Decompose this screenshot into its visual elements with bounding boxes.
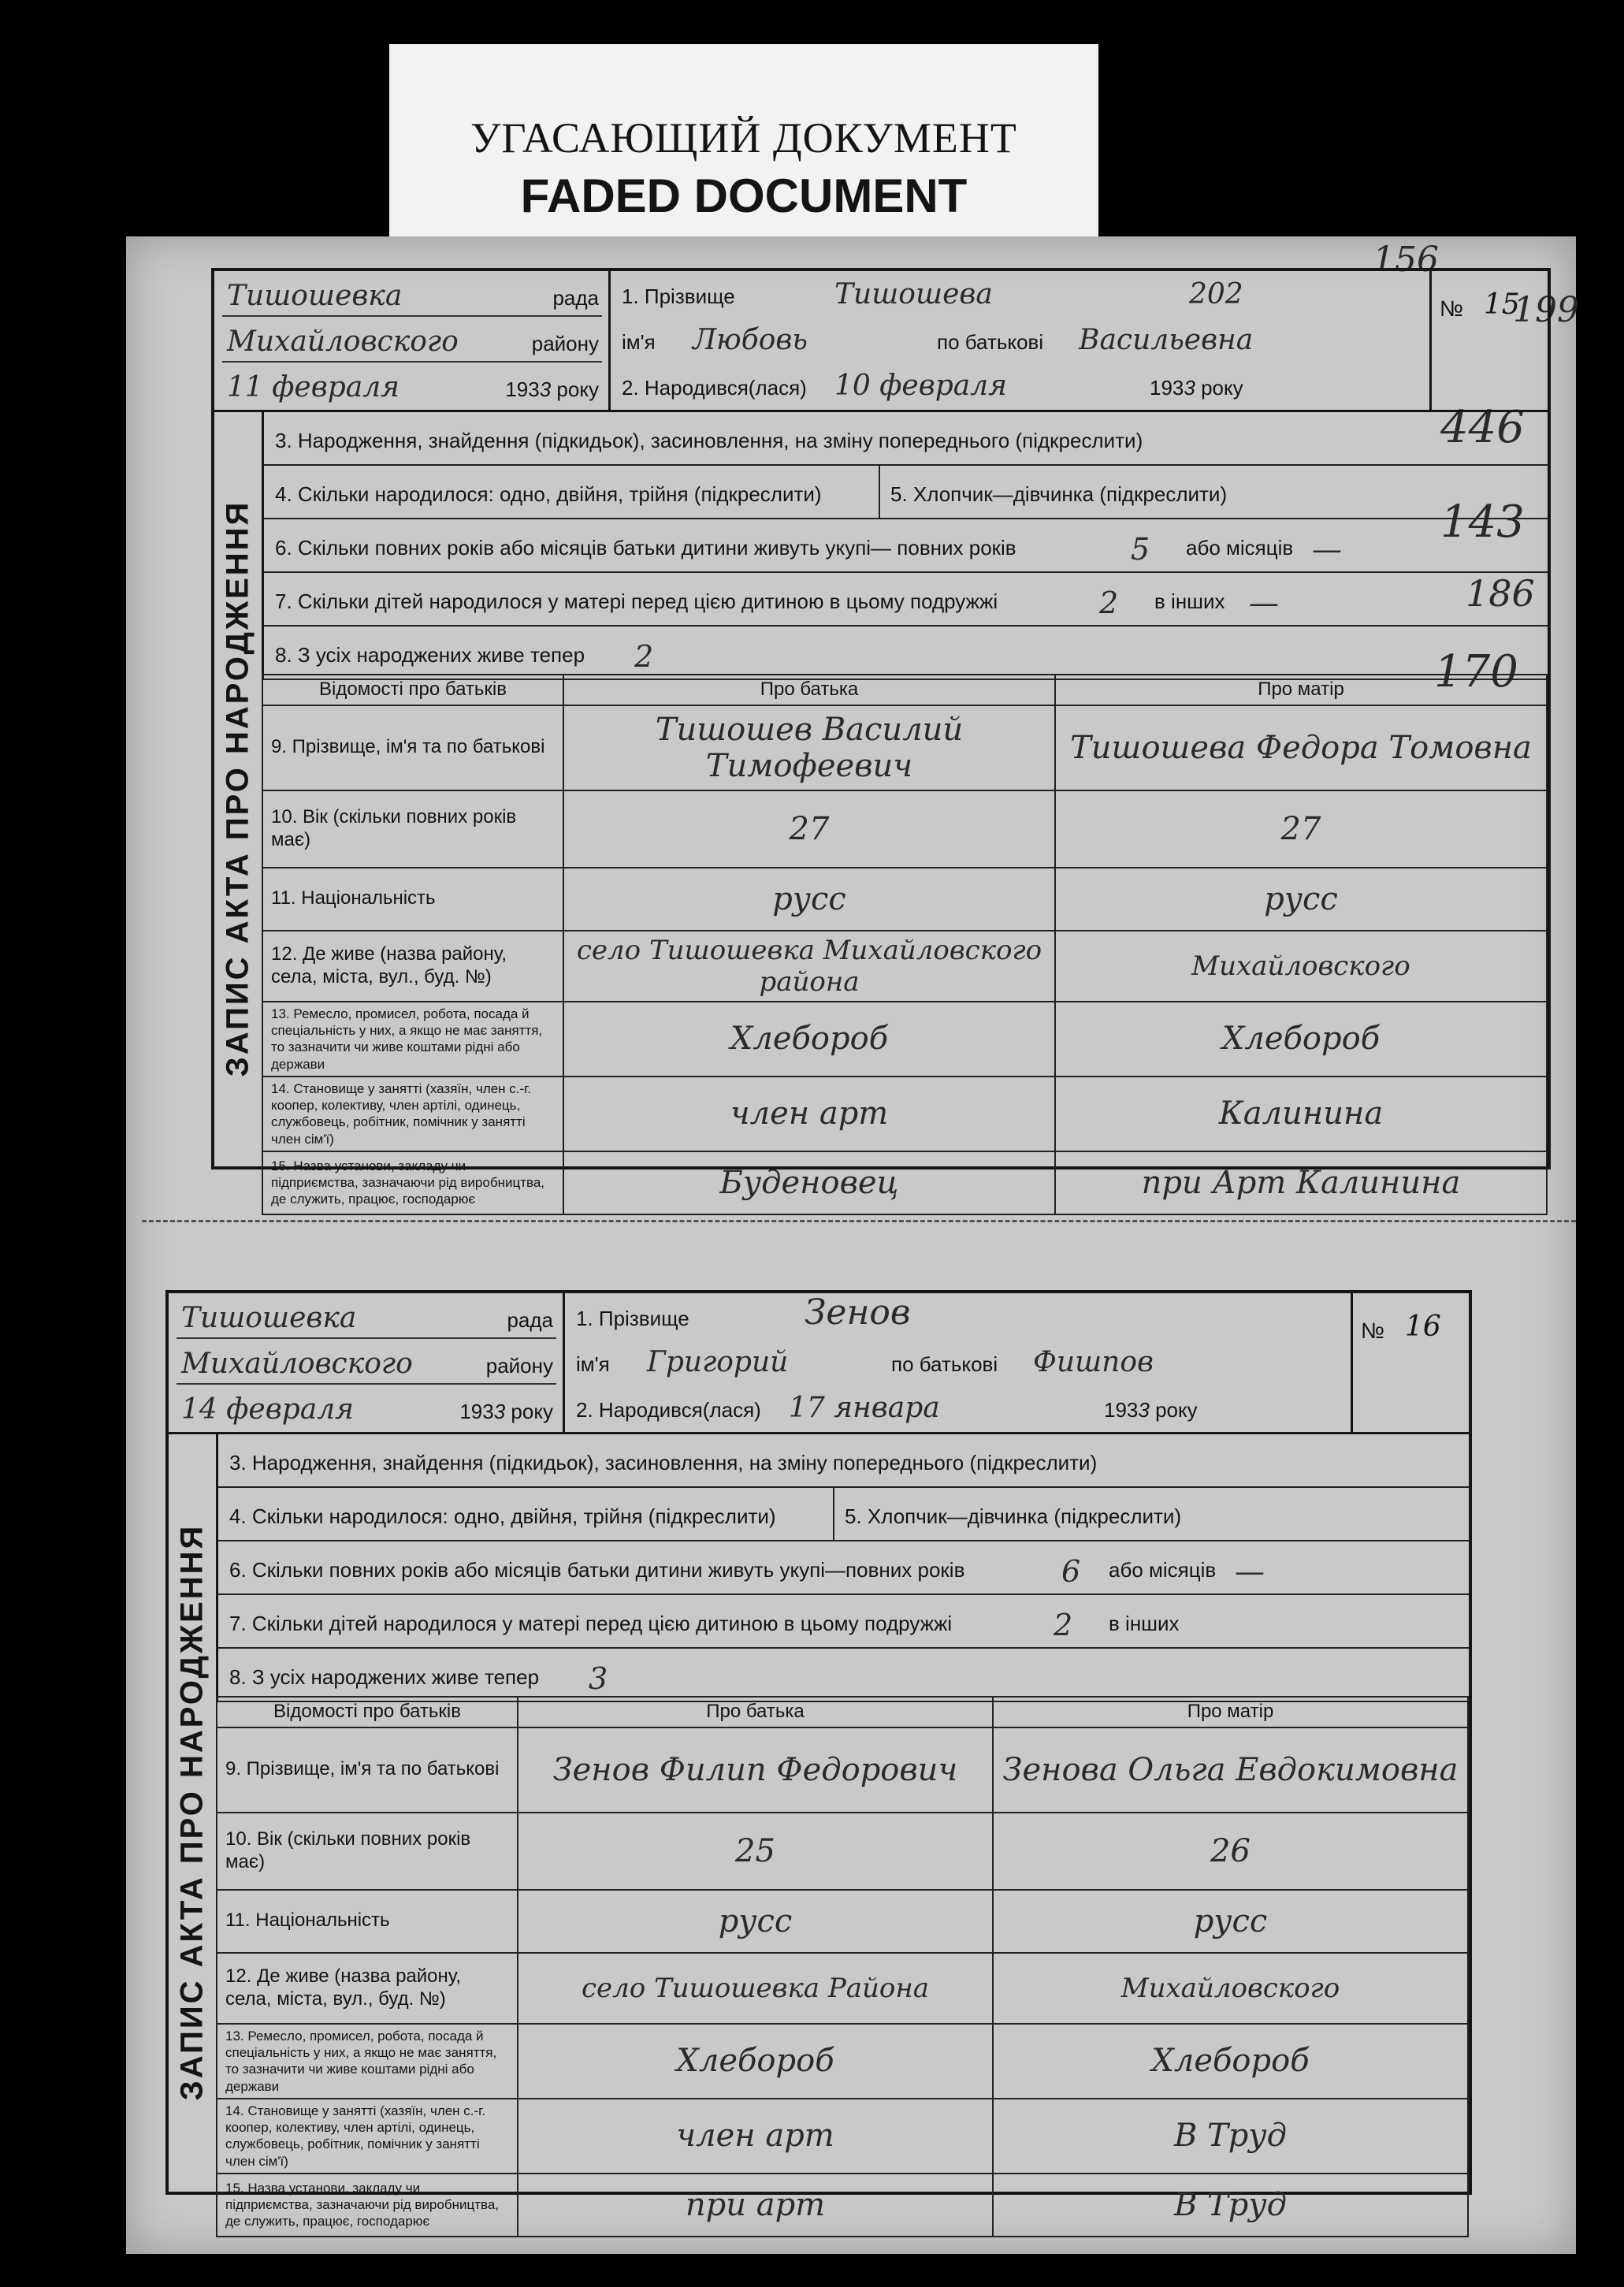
patronymic-handwritten: Фишпов: [1033, 1346, 1154, 1378]
mother-nationality: русс: [1055, 868, 1547, 931]
row-6-years-handwritten: 5: [1131, 532, 1150, 567]
q11-label: 11. Національність: [262, 868, 563, 931]
col-father: Про батька: [518, 1697, 993, 1727]
mother-nationality: русс: [993, 1890, 1468, 1953]
year-digit: 3: [539, 377, 552, 401]
record-header: [214, 271, 1548, 412]
row-8-handwritten: 3: [589, 1661, 608, 1696]
row-3: [218, 1434, 1469, 1488]
mother-status: В Труд: [993, 2099, 1468, 2174]
table-row: [217, 1890, 1468, 1953]
name-label: ім'я: [622, 330, 656, 354]
row-7-text: 7. Скільки дітей народилося у матері перед цією дитиною в цьому подружжі: [229, 1612, 953, 1635]
row-6: [218, 1541, 1469, 1595]
table-row: [262, 931, 1547, 1002]
side-number: 143: [1440, 496, 1525, 548]
born-date-handwritten: 10 февраля: [834, 370, 1007, 402]
side-number: 446: [1440, 402, 1525, 453]
col-father: Про батька: [563, 675, 1055, 705]
table-row: [262, 705, 1547, 790]
born-year-digit: 3: [1184, 376, 1195, 400]
rada-label: рада: [552, 286, 599, 310]
record-header: [169, 1293, 1469, 1434]
surname-line: [622, 271, 1421, 315]
father-status: член арт: [518, 2099, 993, 2174]
father-residence: село Тишошевка Района: [518, 1953, 993, 2024]
name-handwritten: Григорий: [647, 1346, 789, 1378]
table-row: [217, 2174, 1468, 2237]
q15-label: 15. Назва установи, закладу чи підприємства, зазначаючи рід виробництва, де служить, працює, господарює: [262, 1151, 563, 1214]
born-year: [1150, 376, 1243, 400]
row-8-text: 8. З усіх народжених живе тепер: [275, 643, 585, 667]
father-name: Зенов Филип Федорович: [518, 1727, 993, 1813]
q12-label: 12. Де живе (назва району, села, міста, вул., буд. №): [262, 931, 563, 1002]
table-row: [262, 1002, 1547, 1077]
mother-workplace: В Труд: [993, 2174, 1468, 2237]
row-5-text: 5. Хлопчик—дівчинка (підкреслити): [845, 1504, 1182, 1528]
faded-document-label: [389, 44, 1098, 241]
row-8: [264, 627, 1548, 680]
number-handwritten: 16: [1405, 1311, 1441, 1343]
mother-status: Калинина: [1055, 1077, 1547, 1151]
birth-record-1: [211, 268, 1551, 1207]
year-prefix: 193: [505, 377, 540, 401]
born-year-label: року: [1155, 1398, 1198, 1422]
reg-year: [505, 377, 599, 402]
father-nationality: русс: [518, 1890, 993, 1953]
table-row: [262, 1077, 1547, 1151]
row-7-other-label: в інших: [1109, 1612, 1180, 1635]
surname-line: [576, 1293, 1343, 1337]
mother-occupation: Хлебороб: [993, 2024, 1468, 2099]
row-6-months-handwritten: —: [1235, 1554, 1265, 1589]
question-rows: [262, 412, 1548, 680]
q14-label: 14. Становище у занятті (хазяїн, член с.-г. коопер, колективу, член артілі, одинець, службовець, робітник, помічник у занятті член сім'ї): [262, 1077, 563, 1151]
rada-handwritten: Тишошевка: [181, 1302, 357, 1334]
fold-crease: [142, 1220, 1576, 1225]
patronymic-handwritten: Васильевна: [1079, 324, 1254, 356]
reg-date-row: [177, 1385, 556, 1429]
father-name: Тишошев Василий Тимофеевич: [563, 705, 1055, 790]
parents-table: [262, 674, 1548, 1215]
birth-record-2: [165, 1290, 1472, 2229]
side-number: 199: [1513, 290, 1579, 330]
reg-date-row: [222, 363, 602, 407]
row-3: [264, 412, 1548, 466]
rada-label: рада: [507, 1308, 553, 1332]
side-number: 156: [1373, 240, 1439, 280]
row-8-text: 8. З усіх народжених живе тепер: [229, 1665, 540, 1689]
rada-row: [177, 1293, 556, 1339]
father-residence: село Тишошевка Михайловского района: [563, 931, 1055, 1002]
row-4-text: 4. Скільки народилося: одно, двійня, трійня (підкреслити): [275, 482, 822, 506]
q12-label: 12. Де живе (назва району, села, міста, вул., буд. №): [217, 1953, 518, 2024]
born-date-handwritten: 17 январа: [789, 1392, 940, 1424]
register-block: [214, 271, 611, 410]
row-divider: [879, 466, 880, 518]
row-7-other-label: в інших: [1154, 589, 1225, 613]
q11-label: 11. Національність: [217, 1890, 518, 1953]
raion-row: [222, 317, 602, 363]
raion-label: району: [485, 1354, 553, 1378]
row-7-handwritten: 2: [1054, 1608, 1073, 1642]
record-number: [1351, 1293, 1469, 1432]
child-identity: [565, 1293, 1351, 1432]
mother-workplace: при Арт Калинина: [1055, 1151, 1547, 1214]
row-7: [264, 573, 1548, 627]
row-7-handwritten: 2: [1099, 586, 1119, 620]
record-title: ЗАПИС АКТА ПРО НАРОДЖЕННЯ: [174, 1523, 210, 2100]
document-sheet: [126, 236, 1579, 2254]
name-label: ім'я: [576, 1352, 610, 1376]
q14-label: 14. Становище у занятті (хазяїн, член с.-г. коопер, колективу, член артілі, одинець, службовець, робітник, помічник у занятті член сім'ї): [217, 2099, 518, 2174]
name-line: [576, 1339, 1343, 1383]
table-row: [262, 790, 1547, 868]
row-6: [264, 519, 1548, 573]
q13-label: 13. Ремесло, промисел, робота, посада й спеціальність у них, а якщо не має заняття, то зазначити чи живе коштами рідні або держави: [262, 1002, 563, 1077]
father-occupation: Хлебороб: [518, 2024, 993, 2099]
table-row: [262, 1151, 1547, 1214]
vertical-title: [214, 410, 262, 1166]
register-block: [169, 1293, 565, 1432]
reg-date-handwritten: 14 февраля: [181, 1393, 354, 1426]
table-row: [217, 2099, 1468, 2174]
child-identity: [611, 271, 1429, 410]
reg-year: [459, 1400, 553, 1424]
patronymic-label: по батькові: [891, 1352, 998, 1376]
number-label: №: [1440, 296, 1464, 321]
surname-label: 1. Прізвище: [576, 1307, 689, 1330]
row-6-text: 6. Скільки повних років або місяців батьки дитини живуть укупі—повних років: [229, 1558, 965, 1582]
row-7-other-handwritten: —: [1249, 586, 1279, 620]
row-4-5: [264, 466, 1548, 519]
father-age: 27: [563, 790, 1055, 868]
row-4-5: [218, 1488, 1469, 1541]
born-line: [576, 1385, 1343, 1429]
record-number: [1429, 271, 1548, 410]
record-title: ЗАПИС АКТА ПРО НАРОДЖЕННЯ: [220, 500, 255, 1077]
table-row: [217, 1813, 1468, 1890]
row-divider: [833, 1488, 834, 1540]
surname-handwritten: Тишошева: [834, 278, 993, 311]
table-row: [217, 2024, 1468, 2099]
born-year-prefix: 193: [1104, 1398, 1139, 1422]
extra-number-handwritten: 202: [1189, 278, 1243, 311]
table-header: [217, 1697, 1468, 1727]
mother-residence: Михайловского: [1055, 931, 1547, 1002]
raion-label: району: [531, 332, 599, 355]
table-row: [217, 1953, 1468, 2024]
patronymic-label: по батькові: [937, 330, 1044, 354]
rada-row: [222, 271, 602, 317]
father-nationality: русс: [563, 868, 1055, 931]
row-6-years-handwritten: 6: [1061, 1554, 1081, 1589]
row-6-months-label: або місяців: [1186, 536, 1294, 560]
born-year-digit: 3: [1138, 1398, 1150, 1422]
number-handwritten: 15: [1484, 288, 1520, 321]
q9-label: 9. Прізвище, ім'я та по батькові: [262, 705, 563, 790]
row-3-text: 3. Народження, знайдення (підкидьок), засиновлення, на зміну попереднього (підкреслити): [229, 1451, 1098, 1474]
row-7: [218, 1595, 1469, 1649]
mother-age: 26: [993, 1813, 1468, 1890]
row-6-months-label: або місяців: [1109, 1558, 1217, 1582]
mother-name: Тишошева Федора Томовна: [1055, 705, 1547, 790]
year-prefix: 193: [459, 1400, 494, 1423]
surname-handwritten: Зенов: [805, 1292, 911, 1333]
father-age: 25: [518, 1813, 993, 1890]
father-workplace: при арт: [518, 2174, 993, 2237]
q15-label: 15. Назва установи, закладу чи підприємства, зазначаючи рід виробництва, де служить, працює, господарює: [217, 2174, 518, 2237]
surname-label: 1. Прізвище: [622, 284, 735, 308]
father-status: член арт: [563, 1077, 1055, 1151]
raion-handwritten: Михайловского: [181, 1348, 413, 1380]
col-mother: Про матір: [1055, 675, 1547, 705]
q10-label: 10. Вік (скільки повних років має): [217, 1813, 518, 1890]
table-row: [217, 1727, 1468, 1813]
year-label: року: [556, 377, 599, 401]
q13-label: 13. Ремесло, промисел, робота, посада й спеціальність у них, а якщо не має заняття, то зазначити чи живе коштами рідні або держави: [217, 2024, 518, 2099]
label-line-en: FADED DOCUMENT: [520, 169, 968, 222]
table-header: [262, 675, 1547, 705]
name-line: [622, 317, 1421, 361]
row-5-text: 5. Хлопчик—дівчинка (підкреслити): [890, 482, 1228, 506]
mother-name: Зенова Ольга Евдокимовна: [993, 1727, 1468, 1813]
born-line: [622, 363, 1421, 407]
rada-handwritten: Тишошевка: [227, 280, 403, 312]
question-rows: [216, 1434, 1469, 1702]
row-6-months-handwritten: —: [1312, 532, 1342, 567]
row-4-text: 4. Скільки народилося: одно, двійня, трійня (підкреслити): [229, 1504, 776, 1528]
born-year-label: року: [1201, 376, 1243, 400]
year-digit: 3: [493, 1400, 506, 1423]
number-label: №: [1361, 1318, 1385, 1343]
born-label: 2. Народився(лася): [576, 1398, 761, 1422]
col-mother: Про матір: [993, 1697, 1468, 1727]
mother-residence: Михайловского: [993, 1953, 1468, 2024]
row-8-handwritten: 2: [634, 639, 654, 674]
born-year: [1104, 1398, 1198, 1422]
vertical-title: [169, 1432, 216, 2192]
row-3-text: 3. Народження, знайдення (підкидьок), засиновлення, на зміну попереднього (підкреслити): [275, 429, 1143, 452]
row-8: [218, 1649, 1469, 1702]
year-label: року: [511, 1400, 553, 1423]
father-occupation: Хлебороб: [563, 1002, 1055, 1077]
born-label: 2. Народився(лася): [622, 376, 807, 400]
reg-date-handwritten: 11 февраля: [227, 371, 399, 403]
col-questions: Відомості про батьків: [217, 1697, 518, 1727]
col-questions: Відомості про батьків: [262, 675, 563, 705]
born-year-prefix: 193: [1150, 376, 1184, 400]
name-handwritten: Любовь: [693, 324, 808, 356]
q9-label: 9. Прізвище, ім'я та по батькові: [217, 1727, 518, 1813]
mother-occupation: Хлебороб: [1055, 1002, 1547, 1077]
parents-table: [216, 1696, 1469, 2237]
table-row: [262, 868, 1547, 931]
raion-handwritten: Михайловского: [227, 325, 459, 358]
row-7-text: 7. Скільки дітей народилося у матері перед цією дитиною в цьому подружжі: [275, 589, 998, 613]
row-6-text: 6. Скільки повних років або місяців батьки дитини живуть укупі— повних років: [275, 536, 1016, 560]
father-workplace: Буденовец: [563, 1151, 1055, 1214]
label-line-ru: УГАСАЮЩИЙ ДОКУМЕНТ: [470, 114, 1017, 162]
side-number: 186: [1466, 572, 1535, 615]
mother-age: 27: [1055, 790, 1547, 868]
raion-row: [177, 1339, 556, 1385]
side-number: 170: [1434, 646, 1518, 697]
q10-label: 10. Вік (скільки повних років має): [262, 790, 563, 868]
